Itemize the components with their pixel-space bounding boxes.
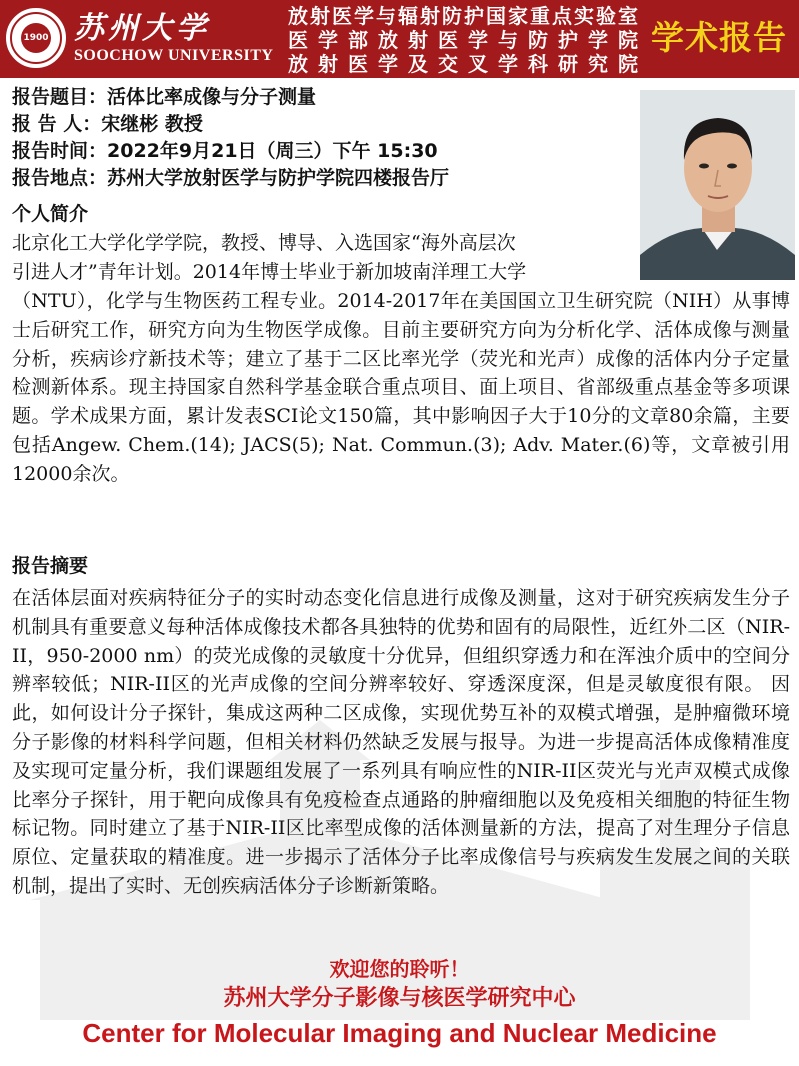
center-name-cn: 苏州大学分子影像与核医学研究中心 <box>223 986 576 1011</box>
speaker-value: 宋继彬 教授 <box>101 113 203 135</box>
lab-line: 放射医学与辐射防护国家重点实验室 <box>288 4 638 28</box>
place-value: 苏州大学放射医学与防护学院四楼报告厅 <box>107 167 450 189</box>
lab-line: 医学部放射医学与防护学院 <box>288 28 638 52</box>
footer <box>0 955 799 1051</box>
time-row <box>12 138 632 165</box>
university-name-en: SOOCHOW UNIVERSITY <box>74 47 274 64</box>
bio-text-top <box>12 229 636 287</box>
topic-value: 活体比率成像与分子测量 <box>107 86 317 108</box>
bio-line: 引进人才”青年计划。2014年博士毕业于新加坡南洋理工大学 <box>12 260 527 283</box>
abstract-text: 在活体层面对疾病特征分子的实时动态变化信息进行成像及测量，这对于研究疾病发生分子机制具有重要意义每种活体成像技术都各具独特的优势和固有的局限性，近红外二区（NIR-II，950-2000 nm）的荧光成像的灵敏度十分优异，但组织穿透力和在浑浊介质中的空间分辨率较低；NIR-II区的光声成像的空间分辨率较好、穿透深度深，但是灵敏度很有限。 因此，如何设计分子探针，集成这两种二区成像，实现优势互补的双模式增强，是肿瘤微环境分子影像的材料科学问题，但相关材料仍然缺乏发展与报导。为进一步提高活体成像精准度及实现可定量分析，我们课题组发展了一系列具有响应性的NIR-II区荧光与光声双模式成像比率分子探针，用于靶向成像具有免疫检查点通路的肿瘤细胞以及免疫相关细胞的特征生物标记物。同时建立了基于NIR-II区比率型成像的活体测量新的方法，提高了对生理分子信息原位、定量获取的精准度。进一步揭示了活体分子比率成像信号与疾病发生发展之间的关联机制，提出了实时、无创疾病活体分子诊断新策略。 <box>12 587 790 897</box>
place-row <box>12 165 632 192</box>
bio-text: （NTU），化学与生物医药工程专业。2014-2017年在美国国立卫生研究院（NIH）从事博士后研究工作，研究方向为生物医学成像。目前主要研究方向为分析化学、活体成像与测量分析，疾病诊疗新技术等；建立了基于二区比率光学（荧光和光声）成像的活体内分子定量检测新体系。现主持国家自然科学基金联合重点项目、面上项目、省部级重点基金等多项课题。学术成果方面，累计发表SCI论文150篇，其中影响因子大于10分的文章80余篇，主要包括Angew. Chem.(14); JACS(5); Nat. Commun.(3); Adv. Mater.(6)等，文章被引用12000余次。 <box>12 290 790 485</box>
topic-row <box>12 84 632 111</box>
topic-label: 报告题目： <box>12 86 108 108</box>
header-banner <box>0 0 799 78</box>
speaker-label: 报 告 人： <box>12 113 102 135</box>
university-seal-icon: 1900 <box>6 8 66 68</box>
bio-line: 北京化工大学化学学院，教授、博导、入选国家“海外高层次 <box>12 232 516 254</box>
lab-line: 放射医学及交叉学科研究院 <box>288 52 638 76</box>
lab-names <box>288 4 638 76</box>
bio-title: 个人简介 <box>12 203 89 225</box>
center-name-en: Center for Molecular Imaging and Nuclear Medicine <box>82 1018 717 1048</box>
report-info <box>12 84 632 192</box>
welcome-text: 欢迎您的聆听！ <box>329 957 470 981</box>
university-name-cn: 苏州大学 <box>74 11 210 46</box>
university-logo <box>6 6 284 70</box>
abstract-title: 报告摘要 <box>12 555 89 577</box>
speaker-row <box>12 111 632 138</box>
time-label: 报告时间： <box>12 140 108 162</box>
time-value: 2022年9月21日（周三）下午 15:30 <box>107 140 438 162</box>
speaker-portrait-icon <box>640 90 795 280</box>
speaker-photo <box>640 90 795 280</box>
academic-report-tag: 学术报告 <box>651 18 787 57</box>
place-label: 报告地点： <box>12 167 108 189</box>
